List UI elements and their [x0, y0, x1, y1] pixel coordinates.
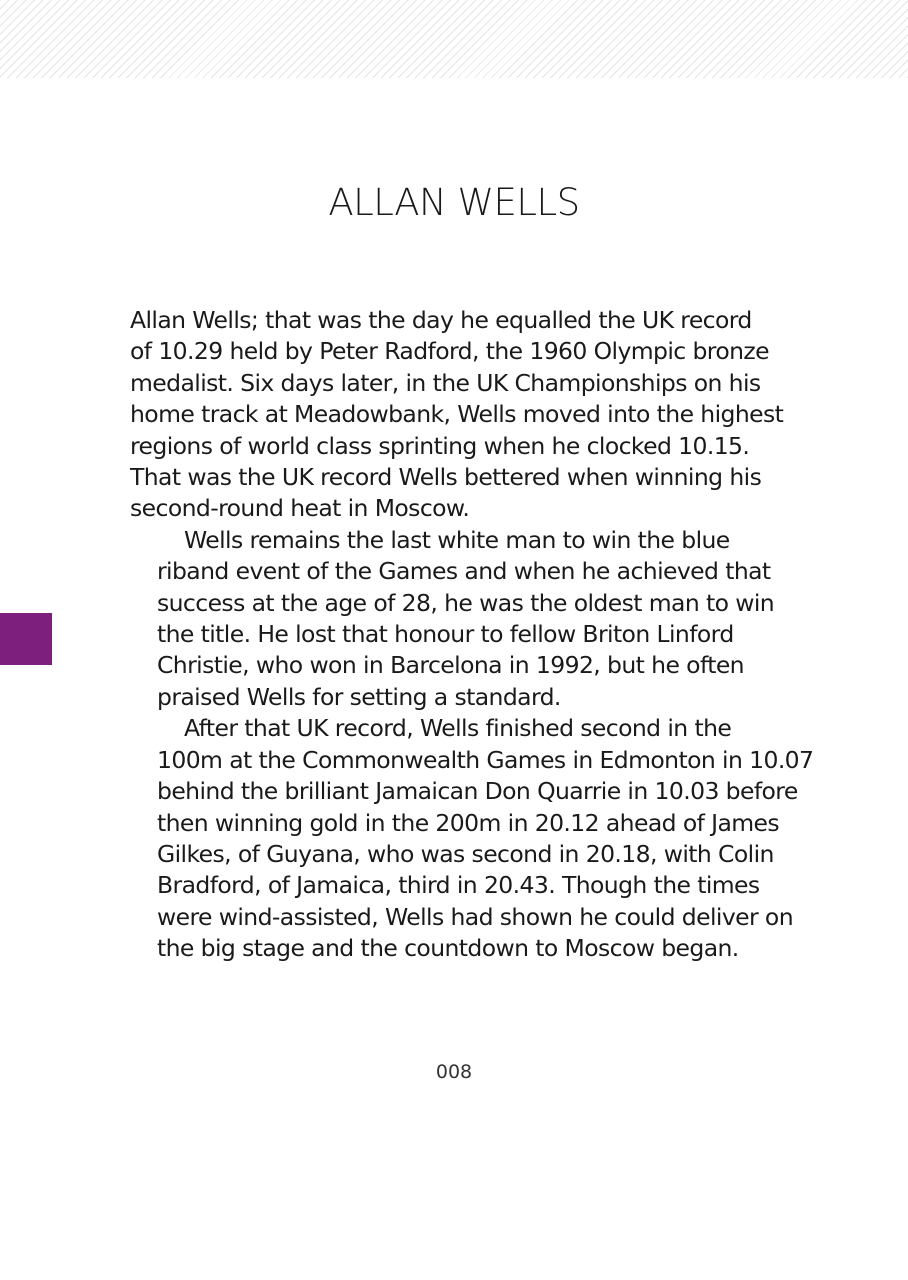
chapter-side-tab [0, 613, 52, 665]
paragraph-2 [130, 525, 790, 713]
text-line: then winning gold in the 200m in 20.12 ahead of James [157, 808, 780, 837]
text-line: second-round heat in Moscow. [130, 494, 470, 523]
text-line: success at the age of 28, he was the oldest man to win [157, 588, 775, 617]
text-line: 100m at the Commonwealth Games in Edmonton in 10.07 [157, 745, 814, 774]
text-line: Wells remains the last white man to win the blue [184, 525, 730, 554]
text-line: riband event of the Games and when he achieved that [157, 557, 771, 586]
paragraph-3 [130, 713, 814, 964]
page-number: 008 [435, 1061, 473, 1083]
text-line: were wind-assisted, Wells had shown he could deliver on [157, 902, 793, 931]
text-line: the title. He lost that honour to fellow Briton Linford [157, 620, 734, 649]
text-line: of 10.29 held by Peter Radford, the 1960 Olympic bronze [130, 337, 770, 366]
text-line: home track at Meadowbank, Wells moved into the highest [130, 400, 784, 429]
text-line: That was the UK record Wells bettered when winning his [130, 463, 762, 492]
text-line: praised Wells for setting a standard. [157, 682, 561, 711]
text-line: regions of world class sprinting when he clocked 10.15. [130, 431, 750, 460]
text-line: medalist. Six days later, in the UK Championships on his [130, 368, 761, 397]
text-line: Christie, who won in Barcelona in 1992, but he often [157, 651, 744, 680]
text-line: behind the brilliant Jamaican Don Quarrie in 10.03 before [157, 777, 798, 806]
body-text [130, 305, 814, 965]
paragraph-1 [130, 305, 790, 525]
hatched-header-band [0, 0, 908, 78]
text-line: Bradford, of Jamaica, third in 20.43. Though the times [157, 871, 760, 900]
text-line: the big stage and the countdown to Moscow began. [157, 934, 739, 963]
text-line: Allan Wells; that was the day he equalled the UK record [130, 306, 752, 334]
text-line: After that UK record, Wells finished second in the [184, 714, 732, 743]
text-line: Gilkes, of Guyana, who was second in 20.18, with Colin [157, 839, 774, 868]
chapter-title: ALLAN WELLS [328, 181, 580, 224]
